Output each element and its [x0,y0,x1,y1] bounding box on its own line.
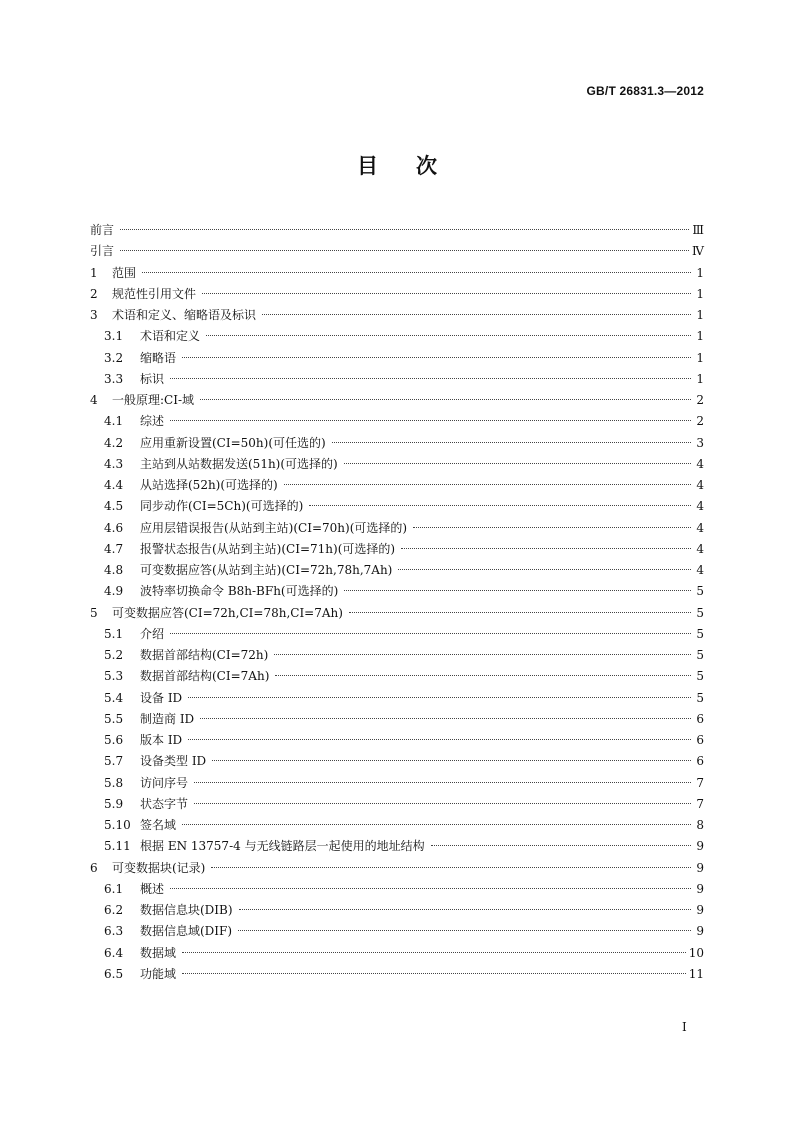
toc-entry-page: 1 [696,286,704,301]
toc-entry[interactable] [90,688,704,709]
toc-entry-page: 10 [688,945,704,960]
toc-entry-number: 5.1 [104,626,124,641]
toc-entry-page: 11 [688,966,704,981]
toc-dot-leader [239,908,691,910]
toc-entry-page: 1 [696,308,704,322]
toc-entry-page: 7 [696,775,704,790]
toc-entry-page: 6 [696,754,704,769]
toc-entry-number: 4.6 [104,520,124,535]
toc-entry[interactable] [90,666,704,687]
toc-entry-label: 标识 [140,371,165,386]
toc-dot-leader [349,611,691,613]
toc-entry-page: 6 [696,711,704,726]
toc-entry[interactable] [90,645,704,666]
toc-entry-label: 数据信息块(DIB) [140,903,233,917]
page-folio: I [682,1020,687,1034]
toc-dot-leader [211,866,691,868]
toc-entry-number: 6.2 [104,903,124,917]
toc-dot-leader [170,377,691,379]
toc-entry-label: 版本 ID [140,733,183,747]
toc-entry-page: 4 [696,563,704,577]
toc-entry-label: 规范性引用文件 [112,286,197,301]
toc-dot-leader [182,823,691,825]
toc-entry-number: 4.8 [104,563,124,577]
toc-entry-page: 2 [696,414,704,429]
toc-entry-page: 5 [696,669,704,684]
toc-entry-page: 5 [696,626,704,641]
toc-entry-page: 5 [696,648,704,662]
standard-code: GB/T 26831.3—2012 [586,84,704,98]
toc-entry[interactable] [90,836,704,857]
toc-dot-leader [275,674,691,676]
toc-entry-page: 4 [696,456,704,471]
toc-entry[interactable] [90,794,704,815]
toc-entry-page: 2 [696,393,704,407]
toc-entry-number: 6.5 [104,966,124,981]
toc-entry[interactable] [90,305,704,326]
toc-dot-leader [398,568,691,570]
toc-entry[interactable] [90,815,704,836]
toc-entry-label: 术语和定义 [140,329,201,344]
toc-entry-number: 4.4 [104,478,124,492]
toc-entry-label: 数据首部结构(CI=72h) [140,648,269,662]
table-of-contents [90,220,704,985]
toc-entry-number: 5 [90,605,98,620]
toc-entry-page: 9 [696,839,704,854]
toc-entry-page: Ⅳ [692,244,704,259]
toc-dot-leader [262,313,691,315]
toc-entry-label: 引言 [90,244,115,259]
toc-dot-leader [188,738,691,740]
toc-entry[interactable] [90,709,704,730]
toc-entry[interactable] [90,879,704,900]
toc-entry-number: 5.11 [104,839,131,854]
toc-entry[interactable] [90,921,704,942]
toc-entry-label: 根据 EN 13757-4 与无线链路层一起使用的地址结构 [140,839,425,854]
toc-entry[interactable] [90,539,704,560]
toc-dot-leader [170,887,691,889]
toc-dot-leader [284,483,691,485]
toc-dot-leader [431,844,691,846]
toc-entry[interactable] [90,390,704,411]
toc-entry-label: 波特率切换命令 B8h-BFh(可选择的) [140,584,339,599]
toc-entry-label: 缩略语 [140,350,177,365]
toc-entry-page: 8 [696,818,704,832]
toc-entry-label: 应用重新设置(CI=50h)(可任选的) [140,435,326,450]
toc-entry-number: 5.5 [104,711,124,726]
toc-entry-number: 3.1 [104,329,124,344]
toc-entry[interactable] [90,496,704,517]
toc-entry-number: 4.7 [104,541,124,556]
toc-entry-label: 概述 [140,881,165,896]
toc-entry[interactable] [90,964,704,985]
toc-entry-number: 5.6 [104,733,124,747]
toc-dot-leader [182,972,686,974]
toc-entry-page: 9 [696,881,704,896]
toc-entry-label: 介绍 [140,626,165,641]
toc-entry-number: 6.3 [104,924,124,939]
toc-dot-leader [274,653,691,655]
toc-entry-number: 5.3 [104,669,124,684]
toc-entry-page: 4 [696,478,704,492]
toc-entry-number: 1 [90,265,98,280]
toc-entry-number: 3.3 [104,371,124,386]
toc-entry-page: 4 [696,520,704,535]
toc-entry-label: 功能域 [140,966,177,981]
toc-dot-leader [212,759,691,761]
toc-entry-label: 范围 [112,265,137,280]
toc-dot-leader [401,547,691,549]
toc-entry-page: 5 [696,605,704,620]
toc-entry-label: 应用层错误报告(从站到主站)(CI=70h)(可选择的) [140,520,408,535]
toc-entry-number: 4 [90,393,98,407]
toc-dot-leader [170,419,691,421]
toc-entry-label: 同步动作(CI=5Ch)(可选择的) [140,499,304,514]
toc-dot-leader [200,717,691,719]
toc-entry-page: 9 [696,903,704,917]
toc-entry-page: 5 [696,584,704,599]
toc-entry-page: 6 [696,733,704,747]
toc-entry-page: 4 [696,499,704,514]
toc-entry-label: 一般原理:CI-域 [112,393,195,407]
toc-entry-number: 5.4 [104,690,124,705]
toc-entry-label: 主站到从站数据发送(51h)(可选择的) [140,456,338,471]
toc-entry-number: 5.2 [104,648,124,662]
toc-entry-label: 访问序号 [140,775,189,790]
toc-entry-label: 可变数据应答(CI=72h,CI=78h,CI=7Ah) [112,605,343,620]
toc-entry-number: 3 [90,308,98,322]
toc-dot-leader [194,781,691,783]
toc-entry[interactable] [90,369,704,390]
toc-entry[interactable] [90,858,704,879]
toc-entry-page: 1 [696,350,704,365]
toc-entry-page: 5 [696,690,704,705]
toc-entry-page: 1 [696,371,704,386]
toc-dot-leader [344,589,691,591]
toc-dot-leader [182,951,686,953]
toc-entry-number: 3.2 [104,350,124,365]
toc-entry-number: 2 [90,286,98,301]
toc-entry[interactable] [90,454,704,475]
toc-entry[interactable] [90,411,704,432]
toc-entry-number: 6 [90,860,98,875]
toc-entry-label: 数据首部结构(CI=7Ah) [140,669,270,684]
toc-entry[interactable] [90,943,704,964]
toc-entry-number: 4.5 [104,499,124,514]
toc-entry-label: 术语和定义、缩略语及标识 [112,308,257,322]
toc-entry-label: 数据信息域(DIF) [140,924,233,939]
toc-dot-leader [344,462,691,464]
toc-entry-label: 可变数据块(记录) [112,860,206,875]
toc-entry-number: 4.2 [104,435,124,450]
toc-entry[interactable] [90,560,704,581]
toc-entry[interactable] [90,220,704,241]
toc-dot-leader [238,929,691,931]
toc-entry[interactable] [90,518,704,539]
toc-entry[interactable] [90,263,704,284]
toc-entry[interactable] [90,475,704,496]
toc-entry-page: 1 [696,265,704,280]
toc-entry[interactable] [90,773,704,794]
toc-entry-number: 5.7 [104,754,124,769]
toc-dot-leader [142,271,691,273]
toc-entry[interactable] [90,624,704,645]
toc-entry[interactable] [90,751,704,772]
toc-entry-page: 7 [696,796,704,811]
toc-entry-label: 综述 [140,414,165,429]
toc-entry-label: 制造商 ID [140,711,195,726]
toc-dot-leader [120,249,689,251]
toc-dot-leader [182,356,691,358]
toc-dot-leader [206,334,691,336]
toc-entry[interactable] [90,326,704,347]
toc-entry-page: 9 [696,860,704,875]
toc-entry-number: 6.4 [104,945,124,960]
toc-entry[interactable] [90,348,704,369]
toc-entry[interactable] [90,581,704,602]
toc-entry[interactable] [90,241,704,262]
toc-entry-number: 5.9 [104,796,124,811]
toc-dot-leader [413,526,691,528]
toc-entry-label: 报警状态报告(从站到主站)(CI=71h)(可选择的) [140,541,396,556]
toc-dot-leader [170,632,691,634]
toc-entry[interactable] [90,730,704,751]
toc-entry-label: 数据域 [140,945,177,960]
toc-entry-number: 4.9 [104,584,124,599]
page-title: 目次 [357,153,475,178]
toc-entry[interactable] [90,433,704,454]
toc-dot-leader [200,398,691,400]
toc-entry-page: 1 [696,329,704,344]
toc-entry-number: 4.1 [104,414,124,429]
toc-entry-label: 状态字节 [140,796,189,811]
toc-entry-page: 4 [696,541,704,556]
toc-dot-leader [309,504,691,506]
toc-entry-number: 6.1 [104,881,124,896]
toc-entry-label: 设备 ID [140,690,183,705]
toc-entry[interactable] [90,900,704,921]
toc-entry-label: 签名域 [140,818,177,832]
toc-entry[interactable] [90,603,704,624]
toc-dot-leader [194,802,691,804]
toc-entry-page: 9 [696,924,704,939]
toc-dot-leader [202,292,691,294]
toc-entry-number: 4.3 [104,456,124,471]
toc-entry-label: 前言 [90,223,115,237]
toc-dot-leader [120,228,689,230]
toc-entry-page: Ⅲ [692,223,704,237]
toc-entry[interactable] [90,284,704,305]
toc-entry-number: 5.8 [104,775,124,790]
toc-entry-page: 3 [696,435,704,450]
toc-dot-leader [332,441,691,443]
toc-entry-label: 从站选择(52h)(可选择的) [140,478,278,492]
toc-entry-number: 5.10 [104,818,131,832]
toc-dot-leader [188,696,691,698]
toc-entry-label: 可变数据应答(从站到主站)(CI=72h,78h,7Ah) [140,563,393,577]
toc-entry-label: 设备类型 ID [140,754,207,769]
